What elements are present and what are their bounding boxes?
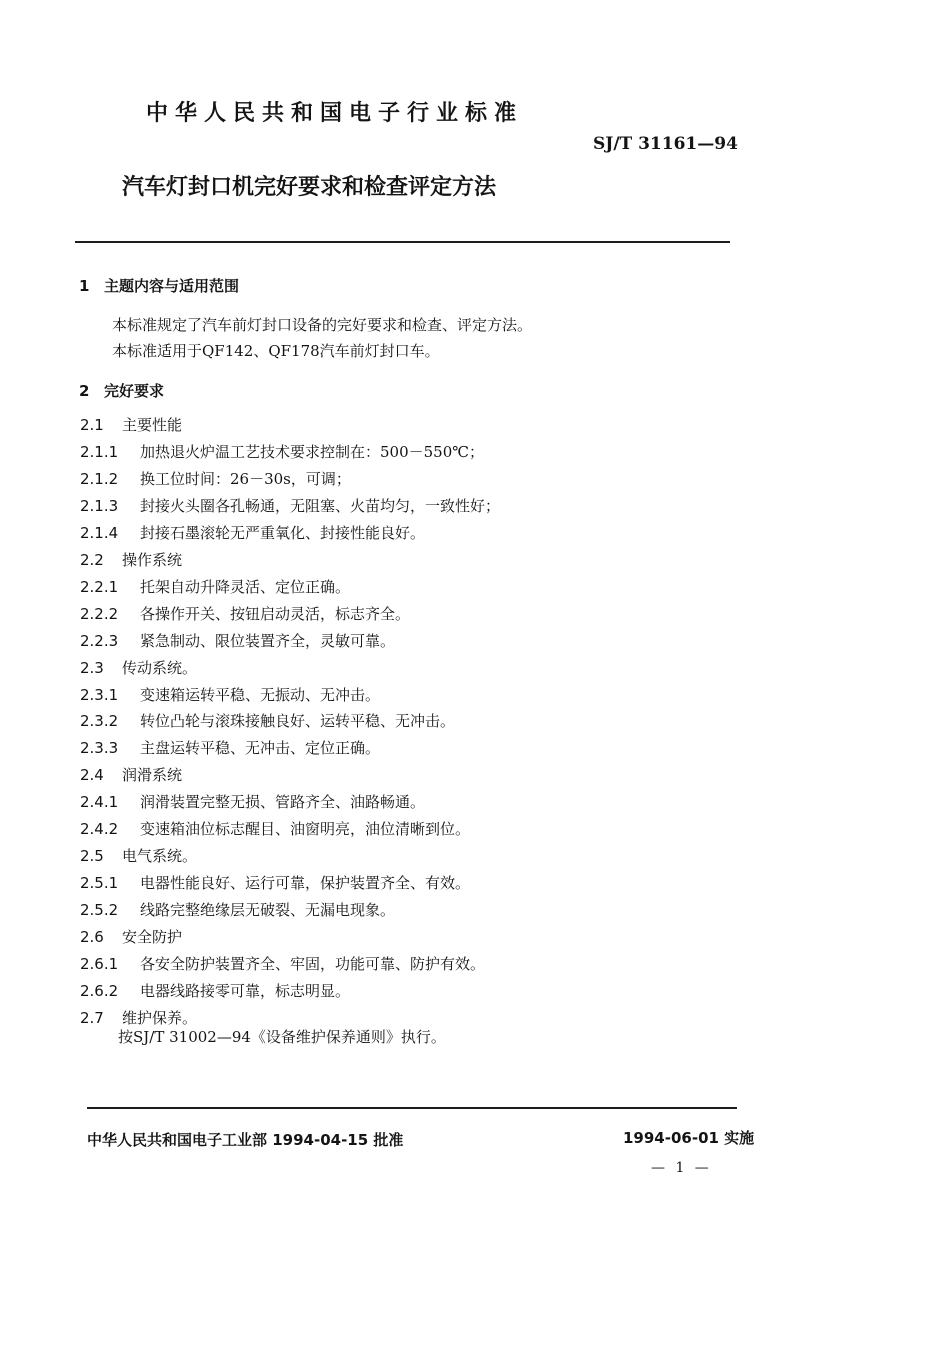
requirement-item bbox=[80, 953, 485, 974]
requirement-item bbox=[80, 899, 395, 920]
item-number: 2.4.2 bbox=[80, 820, 119, 838]
requirement-item bbox=[80, 657, 197, 678]
item-text: 各安全防护装置齐全、牢固，功能可靠、防护有效。 bbox=[140, 955, 486, 973]
requirement-item bbox=[80, 468, 351, 489]
requirement-item bbox=[80, 1007, 197, 1028]
item-text: 电气系统。 bbox=[122, 847, 198, 865]
item-number: 2.1.1 bbox=[80, 443, 119, 461]
item-number: 2.6.2 bbox=[80, 982, 119, 1000]
item-number: 2.1.3 bbox=[80, 497, 119, 515]
item-text: 变速箱运转平稳、无振动、无冲击。 bbox=[140, 686, 381, 704]
item-text: 操作系统 bbox=[122, 551, 183, 569]
item-text: 紧急制动、限位装置齐全，灵敏可靠。 bbox=[140, 632, 396, 650]
item-text: 电器性能良好、运行可靠，保护装置齐全、有效。 bbox=[140, 874, 471, 892]
item-text: 封接石墨滚轮无严重氧化、封接性能良好。 bbox=[140, 524, 426, 542]
page-number: — 1 — bbox=[651, 1160, 712, 1176]
requirement-item bbox=[80, 603, 410, 624]
item-text: 托架自动升降灵活、定位正确。 bbox=[140, 578, 351, 596]
item-text: 传动系统。 bbox=[122, 659, 198, 677]
requirement-item bbox=[80, 926, 182, 947]
header-divider bbox=[75, 241, 730, 243]
section-title: 完好要求 bbox=[104, 382, 165, 400]
item-text: 转位凸轮与滚珠接触良好、运转平稳、无冲击。 bbox=[140, 712, 456, 730]
item-number: 2.2 bbox=[80, 551, 104, 569]
requirement-item bbox=[80, 980, 350, 1001]
item-text: 各操作开关、按钮启动灵活，标志齐全。 bbox=[140, 605, 411, 623]
requirement-item bbox=[80, 872, 470, 893]
requirement-item bbox=[80, 684, 380, 705]
item-number: 2.5.1 bbox=[80, 874, 119, 892]
item-text: 线路完整绝缘层无破裂、无漏电现象。 bbox=[140, 901, 396, 919]
item-number: 2.6 bbox=[80, 928, 104, 946]
item-text: 安全防护 bbox=[122, 928, 183, 946]
item-text: 润滑系统 bbox=[122, 766, 183, 784]
item-text: 电器线路接零可靠，标志明显。 bbox=[140, 982, 351, 1000]
requirement-item bbox=[80, 818, 470, 839]
item-number: 2.1.4 bbox=[80, 524, 119, 542]
section-1-heading bbox=[79, 275, 239, 296]
section-number: 2 bbox=[79, 382, 90, 400]
requirement-item bbox=[80, 495, 500, 516]
item-number: 2.4.1 bbox=[80, 793, 119, 811]
item-number: 2.3 bbox=[80, 659, 104, 677]
requirement-item bbox=[80, 764, 182, 785]
item-text: 主盘运转平稳、无冲击、定位正确。 bbox=[140, 739, 381, 757]
item-number: 2.2.1 bbox=[80, 578, 119, 596]
item-number: 2.3.1 bbox=[80, 686, 119, 704]
item-number: 2.3.2 bbox=[80, 712, 119, 730]
closing-paragraph: 按SJ/T 31002—94《设备维护保养通则》执行。 bbox=[118, 1028, 446, 1046]
scope-paragraph: 本标准规定了汽车前灯封口设备的完好要求和检查、评定方法。 bbox=[112, 316, 533, 334]
approval-line: 中华人民共和国电子工业部 1994-04-15 批准 bbox=[87, 1131, 404, 1149]
section-2-heading bbox=[79, 380, 164, 401]
section-title: 主题内容与适用范围 bbox=[104, 277, 240, 295]
item-number: 2.2.2 bbox=[80, 605, 119, 623]
item-text: 润滑装置完整无损、管路齐全、油路畅通。 bbox=[140, 793, 426, 811]
item-text: 封接火头圈各孔畅通，无阻塞、火苗均匀，一致性好； bbox=[140, 497, 501, 515]
item-number: 2.5.2 bbox=[80, 901, 119, 919]
section-number: 1 bbox=[79, 277, 90, 295]
requirement-item bbox=[80, 845, 197, 866]
item-number: 2.1 bbox=[80, 416, 104, 434]
item-number: 2.2.3 bbox=[80, 632, 119, 650]
item-number: 2.1.2 bbox=[80, 470, 119, 488]
item-number: 2.7 bbox=[80, 1009, 104, 1027]
item-text: 维护保养。 bbox=[122, 1009, 198, 1027]
item-number: 2.3.3 bbox=[80, 739, 119, 757]
item-text: 主要性能 bbox=[122, 416, 183, 434]
document-title: 汽车灯封口机完好要求和检查评定方法 bbox=[122, 175, 497, 200]
requirement-item bbox=[80, 630, 395, 651]
item-number: 2.6.1 bbox=[80, 955, 119, 973]
requirement-item bbox=[80, 414, 182, 435]
requirement-item bbox=[80, 549, 182, 570]
requirement-item bbox=[80, 441, 484, 462]
item-text: 换工位时间：26－30s，可调； bbox=[140, 470, 351, 488]
item-text: 变速箱油位标志醒目、油窗明亮，油位清晰到位。 bbox=[140, 820, 471, 838]
item-text: 加热退火炉温工艺技术要求控制在：500－550℃； bbox=[140, 443, 485, 461]
footer-divider bbox=[87, 1107, 737, 1109]
requirement-item bbox=[80, 791, 425, 812]
standard-code: SJ/T 31161—94 bbox=[593, 134, 738, 154]
requirement-item bbox=[80, 576, 350, 597]
standard-title: 中华人民共和国电子行业标准 bbox=[146, 101, 524, 126]
implementation-date: 1994-06-01 实施 bbox=[623, 1129, 755, 1147]
requirement-item bbox=[80, 710, 455, 731]
applicability-paragraph: 本标准适用于QF142、QF178汽车前灯封口车。 bbox=[112, 342, 440, 360]
requirement-item bbox=[80, 737, 380, 758]
item-number: 2.5 bbox=[80, 847, 104, 865]
item-number: 2.4 bbox=[80, 766, 104, 784]
requirement-item bbox=[80, 522, 425, 543]
